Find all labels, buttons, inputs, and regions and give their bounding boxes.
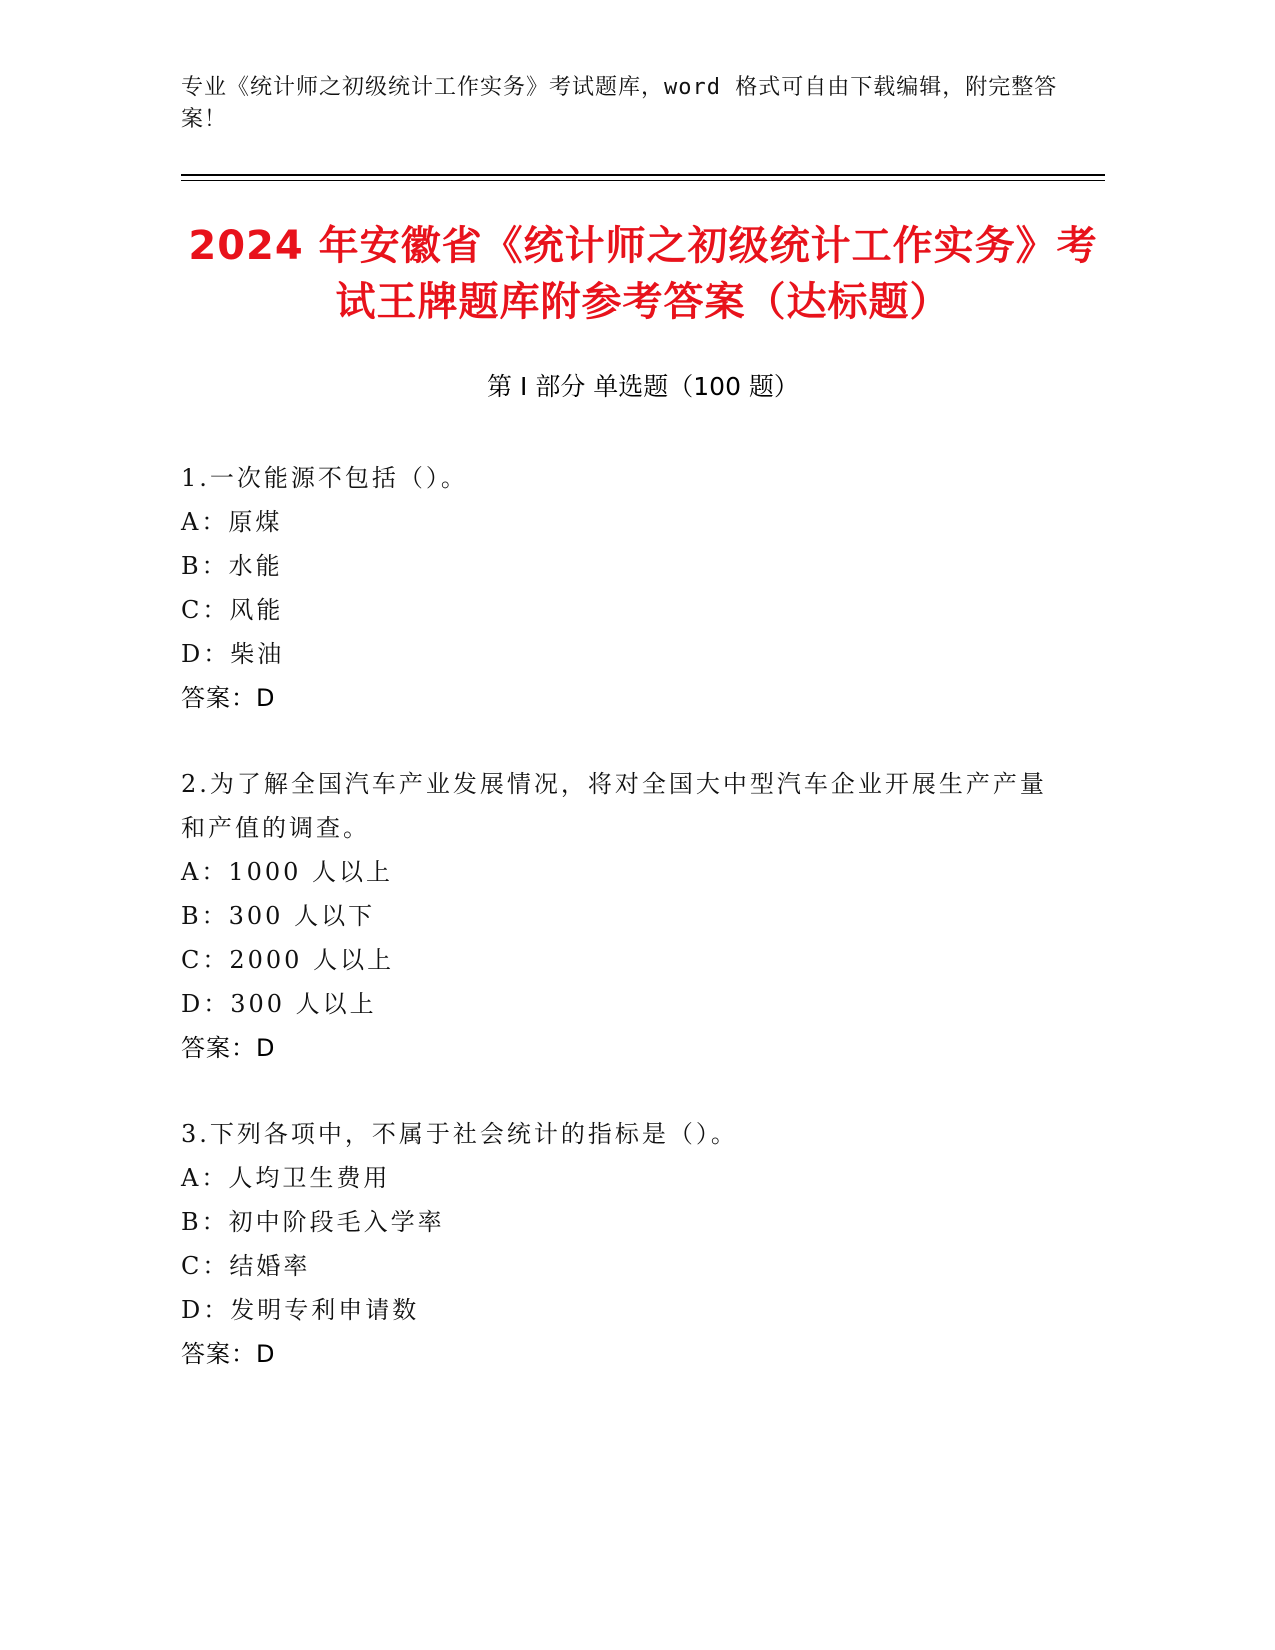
option-c: C：风能	[181, 596, 284, 624]
question-item	[181, 1112, 1061, 1376]
option-b: B：300 人以下	[181, 902, 376, 930]
question-stem: 2.为了解全国汽车产业发展情况，将对全国大中型汽车企业开展生产产量和产值的调查。	[181, 770, 1047, 842]
question-item	[181, 456, 1061, 720]
option-b: B：水能	[181, 552, 283, 580]
option-d: D：发明专利申请数	[181, 1296, 420, 1324]
question-item	[181, 762, 1061, 1070]
document-title: 2024 年安徽省《统计师之初级统计工作实务》考试王牌题库附参考答案（达标题）	[188, 223, 1098, 325]
section-heading: 第 I 部分 单选题（100 题）	[487, 372, 799, 401]
question-list	[181, 456, 1061, 1418]
option-c: C：结婚率	[181, 1252, 311, 1280]
option-d: D：柴油	[181, 640, 285, 668]
option-a: A：1000 人以上	[181, 858, 394, 886]
question-stem: 1.一次能源不包括（）。	[181, 464, 468, 492]
option-a: A：原煤	[181, 508, 283, 536]
answer-line: 答案：D	[181, 684, 276, 712]
option-d: D：300 人以上	[181, 990, 377, 1018]
question-stem: 3.下列各项中，不属于社会统计的指标是（）。	[181, 1120, 738, 1148]
answer-line: 答案：D	[181, 1034, 276, 1062]
option-c: C：2000 人以上	[181, 946, 395, 974]
answer-line: 答案：D	[181, 1340, 276, 1368]
header-note: 专业《统计师之初级统计工作实务》考试题库，word 格式可自由下载编辑，附完整答案！	[181, 75, 1058, 132]
option-a: A：人均卫生费用	[181, 1164, 391, 1192]
option-b: B：初中阶段毛入学率	[181, 1208, 445, 1236]
header-rule-thin	[181, 180, 1105, 181]
header-rule-thick	[181, 174, 1105, 176]
